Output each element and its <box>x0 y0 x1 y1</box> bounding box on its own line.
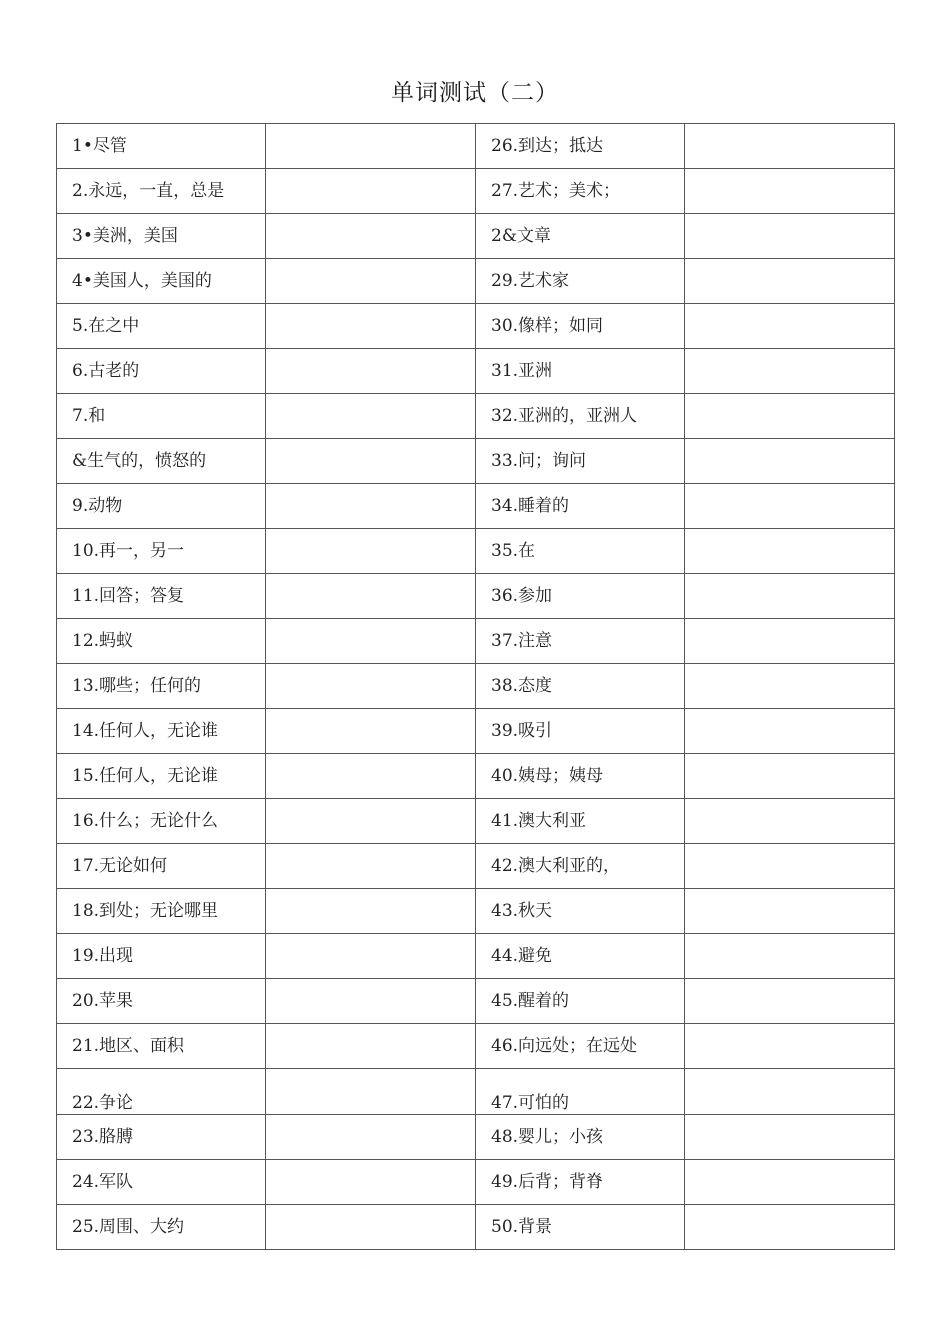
vocab-prompt-left: 4•美国人，美国的 <box>57 259 266 304</box>
table-row <box>57 754 895 799</box>
vocab-prompt-right: 41.澳大利亚 <box>476 799 685 844</box>
vocab-prompt-right: 29.艺术家 <box>476 259 685 304</box>
answer-cell-right[interactable] <box>685 169 895 214</box>
vocab-prompt-left: 14.任何人，无论谁 <box>57 709 266 754</box>
table-row <box>57 439 895 484</box>
vocab-prompt-left: 17.无论如何 <box>57 844 266 889</box>
table-row <box>57 979 895 1024</box>
table-row <box>57 574 895 619</box>
answer-cell-right[interactable] <box>685 214 895 259</box>
table-row <box>57 1160 895 1205</box>
vocab-prompt-left: 15.任何人，无论谁 <box>57 754 266 799</box>
answer-cell-left[interactable] <box>266 664 476 709</box>
vocab-prompt-right: 39.吸引 <box>476 709 685 754</box>
vocab-prompt-left: 21.地区、面积 <box>57 1024 266 1069</box>
answer-cell-right[interactable] <box>685 1205 895 1250</box>
table-row <box>57 529 895 574</box>
answer-cell-left[interactable] <box>266 439 476 484</box>
answer-cell-left[interactable] <box>266 934 476 979</box>
answer-cell-right[interactable] <box>685 619 895 664</box>
vocab-prompt-right: 50.背景 <box>476 1205 685 1250</box>
table-row <box>57 844 895 889</box>
answer-cell-right[interactable] <box>685 1160 895 1205</box>
vocab-prompt-left: 2.永远，一直，总是 <box>57 169 266 214</box>
answer-cell-left[interactable] <box>266 754 476 799</box>
vocab-prompt-left: 23.胳膊 <box>57 1115 266 1160</box>
answer-cell-right[interactable] <box>685 1024 895 1069</box>
table-row <box>57 349 895 394</box>
answer-cell-right[interactable] <box>685 934 895 979</box>
vocab-prompt-right: 34.睡着的 <box>476 484 685 529</box>
answer-cell-right[interactable] <box>685 979 895 1024</box>
answer-cell-right[interactable] <box>685 484 895 529</box>
vocab-prompt-left: 6.古老的 <box>57 349 266 394</box>
vocab-prompt-right: 37.注意 <box>476 619 685 664</box>
table-row <box>57 664 895 709</box>
answer-cell-left[interactable] <box>266 1160 476 1205</box>
vocab-prompt-left: 9.动物 <box>57 484 266 529</box>
vocabulary-table <box>56 123 895 1250</box>
table-row <box>57 799 895 844</box>
table-row <box>57 1115 895 1160</box>
answer-cell-left[interactable] <box>266 529 476 574</box>
answer-cell-left[interactable] <box>266 844 476 889</box>
vocab-prompt-right: 46.向远处；在远处 <box>476 1024 685 1069</box>
vocab-prompt-left: 13.哪些；任何的 <box>57 664 266 709</box>
answer-cell-left[interactable] <box>266 124 476 169</box>
answer-cell-right[interactable] <box>685 574 895 619</box>
table-row <box>57 934 895 979</box>
vocab-prompt-right: 31.亚洲 <box>476 349 685 394</box>
table-row <box>57 889 895 934</box>
vocab-prompt-right: 27.艺术；美术； <box>476 169 685 214</box>
table-row <box>57 394 895 439</box>
vocab-prompt-left: 10.再一，另一 <box>57 529 266 574</box>
answer-cell-right[interactable] <box>685 439 895 484</box>
answer-cell-left[interactable] <box>266 574 476 619</box>
answer-cell-left[interactable] <box>266 1069 476 1115</box>
vocab-prompt-right: 44.避免 <box>476 934 685 979</box>
vocab-prompt-right: 48.婴儿；小孩 <box>476 1115 685 1160</box>
answer-cell-left[interactable] <box>266 304 476 349</box>
vocab-prompt-left: 1•尽管 <box>57 124 266 169</box>
answer-cell-right[interactable] <box>685 1115 895 1160</box>
vocab-prompt-left: 7.和 <box>57 394 266 439</box>
answer-cell-right[interactable] <box>685 1069 895 1115</box>
vocab-prompt-right: 43.秋天 <box>476 889 685 934</box>
vocab-prompt-left: 19.出现 <box>57 934 266 979</box>
vocab-prompt-right: 33.问；询问 <box>476 439 685 484</box>
answer-cell-left[interactable] <box>266 799 476 844</box>
answer-cell-right[interactable] <box>685 394 895 439</box>
vocab-prompt-left: 22.争论 <box>57 1069 266 1115</box>
vocab-prompt-left: 11.回答；答复 <box>57 574 266 619</box>
vocab-prompt-left: 12.蚂蚁 <box>57 619 266 664</box>
vocab-prompt-right: 47.可怕的 <box>476 1069 685 1115</box>
vocab-prompt-right: 42.澳大利亚的， <box>476 844 685 889</box>
vocab-prompt-right: 40.姨母；姨母 <box>476 754 685 799</box>
page-title: 单词测试（二） <box>391 80 559 106</box>
vocab-prompt-right: 26.到达；抵达 <box>476 124 685 169</box>
table-row <box>57 214 895 259</box>
answer-cell-left[interactable] <box>266 889 476 934</box>
answer-cell-right[interactable] <box>685 124 895 169</box>
vocabulary-table-body <box>57 124 895 1250</box>
table-row <box>57 124 895 169</box>
table-row <box>57 1069 895 1115</box>
answer-cell-right[interactable] <box>685 799 895 844</box>
vocab-prompt-right: 32.亚洲的，亚洲人 <box>476 394 685 439</box>
vocab-prompt-right: 49.后背；背脊 <box>476 1160 685 1205</box>
answer-cell-left[interactable] <box>266 979 476 1024</box>
answer-cell-left[interactable] <box>266 1115 476 1160</box>
answer-cell-right[interactable] <box>685 529 895 574</box>
vocab-prompt-right: 30.像样；如同 <box>476 304 685 349</box>
vocab-prompt-left: 25.周围、大约 <box>57 1205 266 1250</box>
vocab-prompt-left: 16.什么；无论什么 <box>57 799 266 844</box>
answer-cell-left[interactable] <box>266 1024 476 1069</box>
answer-cell-right[interactable] <box>685 754 895 799</box>
answer-cell-left[interactable] <box>266 619 476 664</box>
table-row <box>57 304 895 349</box>
table-row <box>57 1205 895 1250</box>
answer-cell-left[interactable] <box>266 259 476 304</box>
answer-cell-right[interactable] <box>685 304 895 349</box>
vocab-prompt-left: 20.苹果 <box>57 979 266 1024</box>
answer-cell-right[interactable] <box>685 889 895 934</box>
answer-cell-right[interactable] <box>685 844 895 889</box>
answer-cell-left[interactable] <box>266 214 476 259</box>
table-row <box>57 709 895 754</box>
vocab-prompt-left: 18.到处；无论哪里 <box>57 889 266 934</box>
answer-cell-left[interactable] <box>266 484 476 529</box>
vocab-prompt-left: 24.军队 <box>57 1160 266 1205</box>
vocab-prompt-left: 3•美洲，美国 <box>57 214 266 259</box>
answer-cell-left[interactable] <box>266 1205 476 1250</box>
vocab-prompt-left: 5.在之中 <box>57 304 266 349</box>
vocab-prompt-left: &生气的，愤怒的 <box>57 439 266 484</box>
answer-cell-left[interactable] <box>266 394 476 439</box>
answer-cell-right[interactable] <box>685 259 895 304</box>
table-row <box>57 169 895 214</box>
table-row <box>57 259 895 304</box>
vocab-prompt-right: 35.在 <box>476 529 685 574</box>
answer-cell-right[interactable] <box>685 664 895 709</box>
vocab-prompt-right: 45.醒着的 <box>476 979 685 1024</box>
answer-cell-right[interactable] <box>685 709 895 754</box>
answer-cell-left[interactable] <box>266 169 476 214</box>
vocab-prompt-right: 36.参加 <box>476 574 685 619</box>
answer-cell-left[interactable] <box>266 349 476 394</box>
vocab-prompt-right: 2&文章 <box>476 214 685 259</box>
table-row <box>57 1024 895 1069</box>
answer-cell-right[interactable] <box>685 349 895 394</box>
table-row <box>57 619 895 664</box>
vocab-prompt-right: 38.态度 <box>476 664 685 709</box>
answer-cell-left[interactable] <box>266 709 476 754</box>
table-row <box>57 484 895 529</box>
